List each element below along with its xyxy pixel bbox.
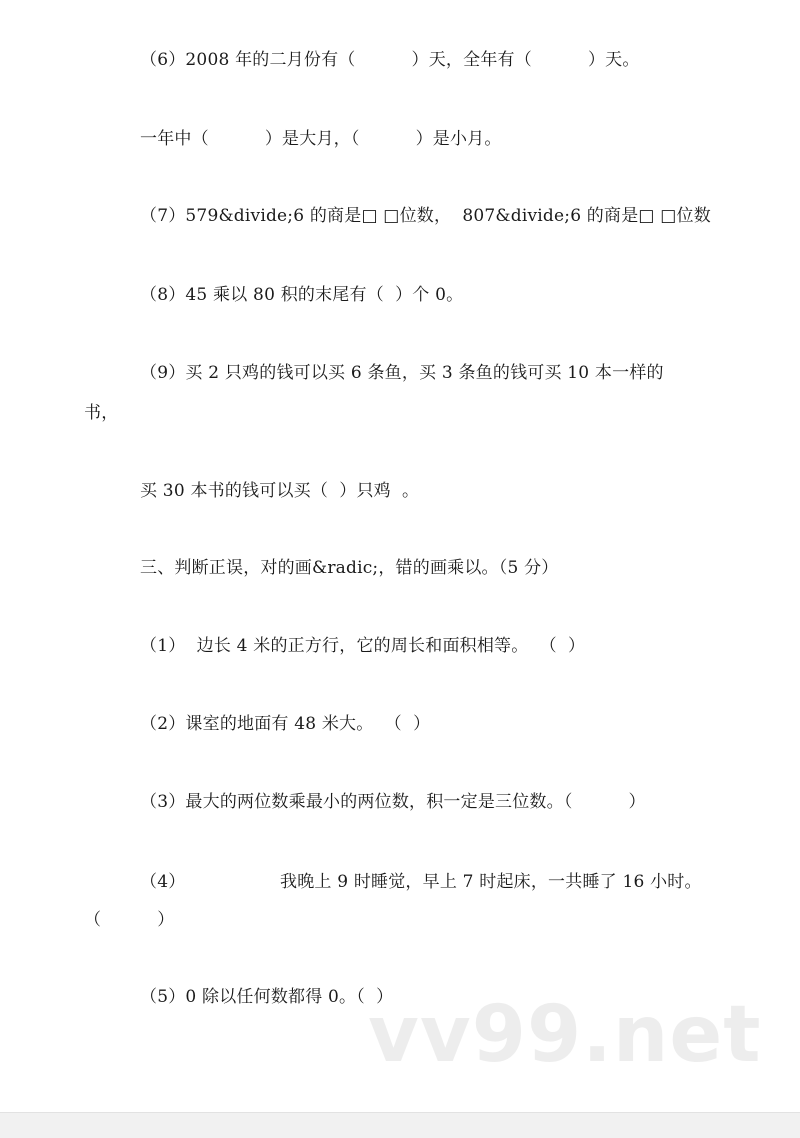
question-9-line-3: 买 30 本书的钱可以买（ ）只鸡 。 <box>140 481 420 501</box>
judgement-2: （2）课室的地面有 48 米大。 （ ） <box>140 714 431 734</box>
judgement-4-text: 我晚上 9 时睡觉，早上 7 时起床，一共睡了 16 小时。 <box>280 872 702 892</box>
page-bottom-bar <box>0 1112 800 1138</box>
question-6-line-2: 一年中（ ）是大月，（ ）是小月。 <box>140 129 502 149</box>
judgement-4-answer: （ ） <box>84 910 175 930</box>
question-9-line-2: 书， <box>84 403 119 423</box>
watermark-logo: vv99.net <box>368 990 762 1080</box>
question-7: （7）579&divide;6 的商是□ □位数， 807&divide;6 的商是□ □位数 <box>140 206 711 226</box>
question-9-line-1: （9）买 2 只鸡的钱可以买 6 条鱼，买 3 条鱼的钱可买 10 本一样的 <box>140 363 664 383</box>
question-6-line-1: （6）2008 年的二月份有（ ）天，全年有（ ）天。 <box>140 50 640 70</box>
section-3-heading: 三、判断正误，对的画&radic;，错的画乘以。（5 分） <box>140 558 559 578</box>
question-8: （8）45 乘以 80 积的末尾有（ ）个 0。 <box>140 285 464 305</box>
judgement-3: （3）最大的两位数乘最小的两位数，积一定是三位数。（ ） <box>140 792 646 812</box>
judgement-5: （5）0 除以任何数都得 0。（ ） <box>140 987 394 1007</box>
judgement-1: （1） 边长 4 米的正方行，它的周长和面积相等。 （ ） <box>140 636 586 656</box>
judgement-4-number: （4） <box>140 872 186 892</box>
